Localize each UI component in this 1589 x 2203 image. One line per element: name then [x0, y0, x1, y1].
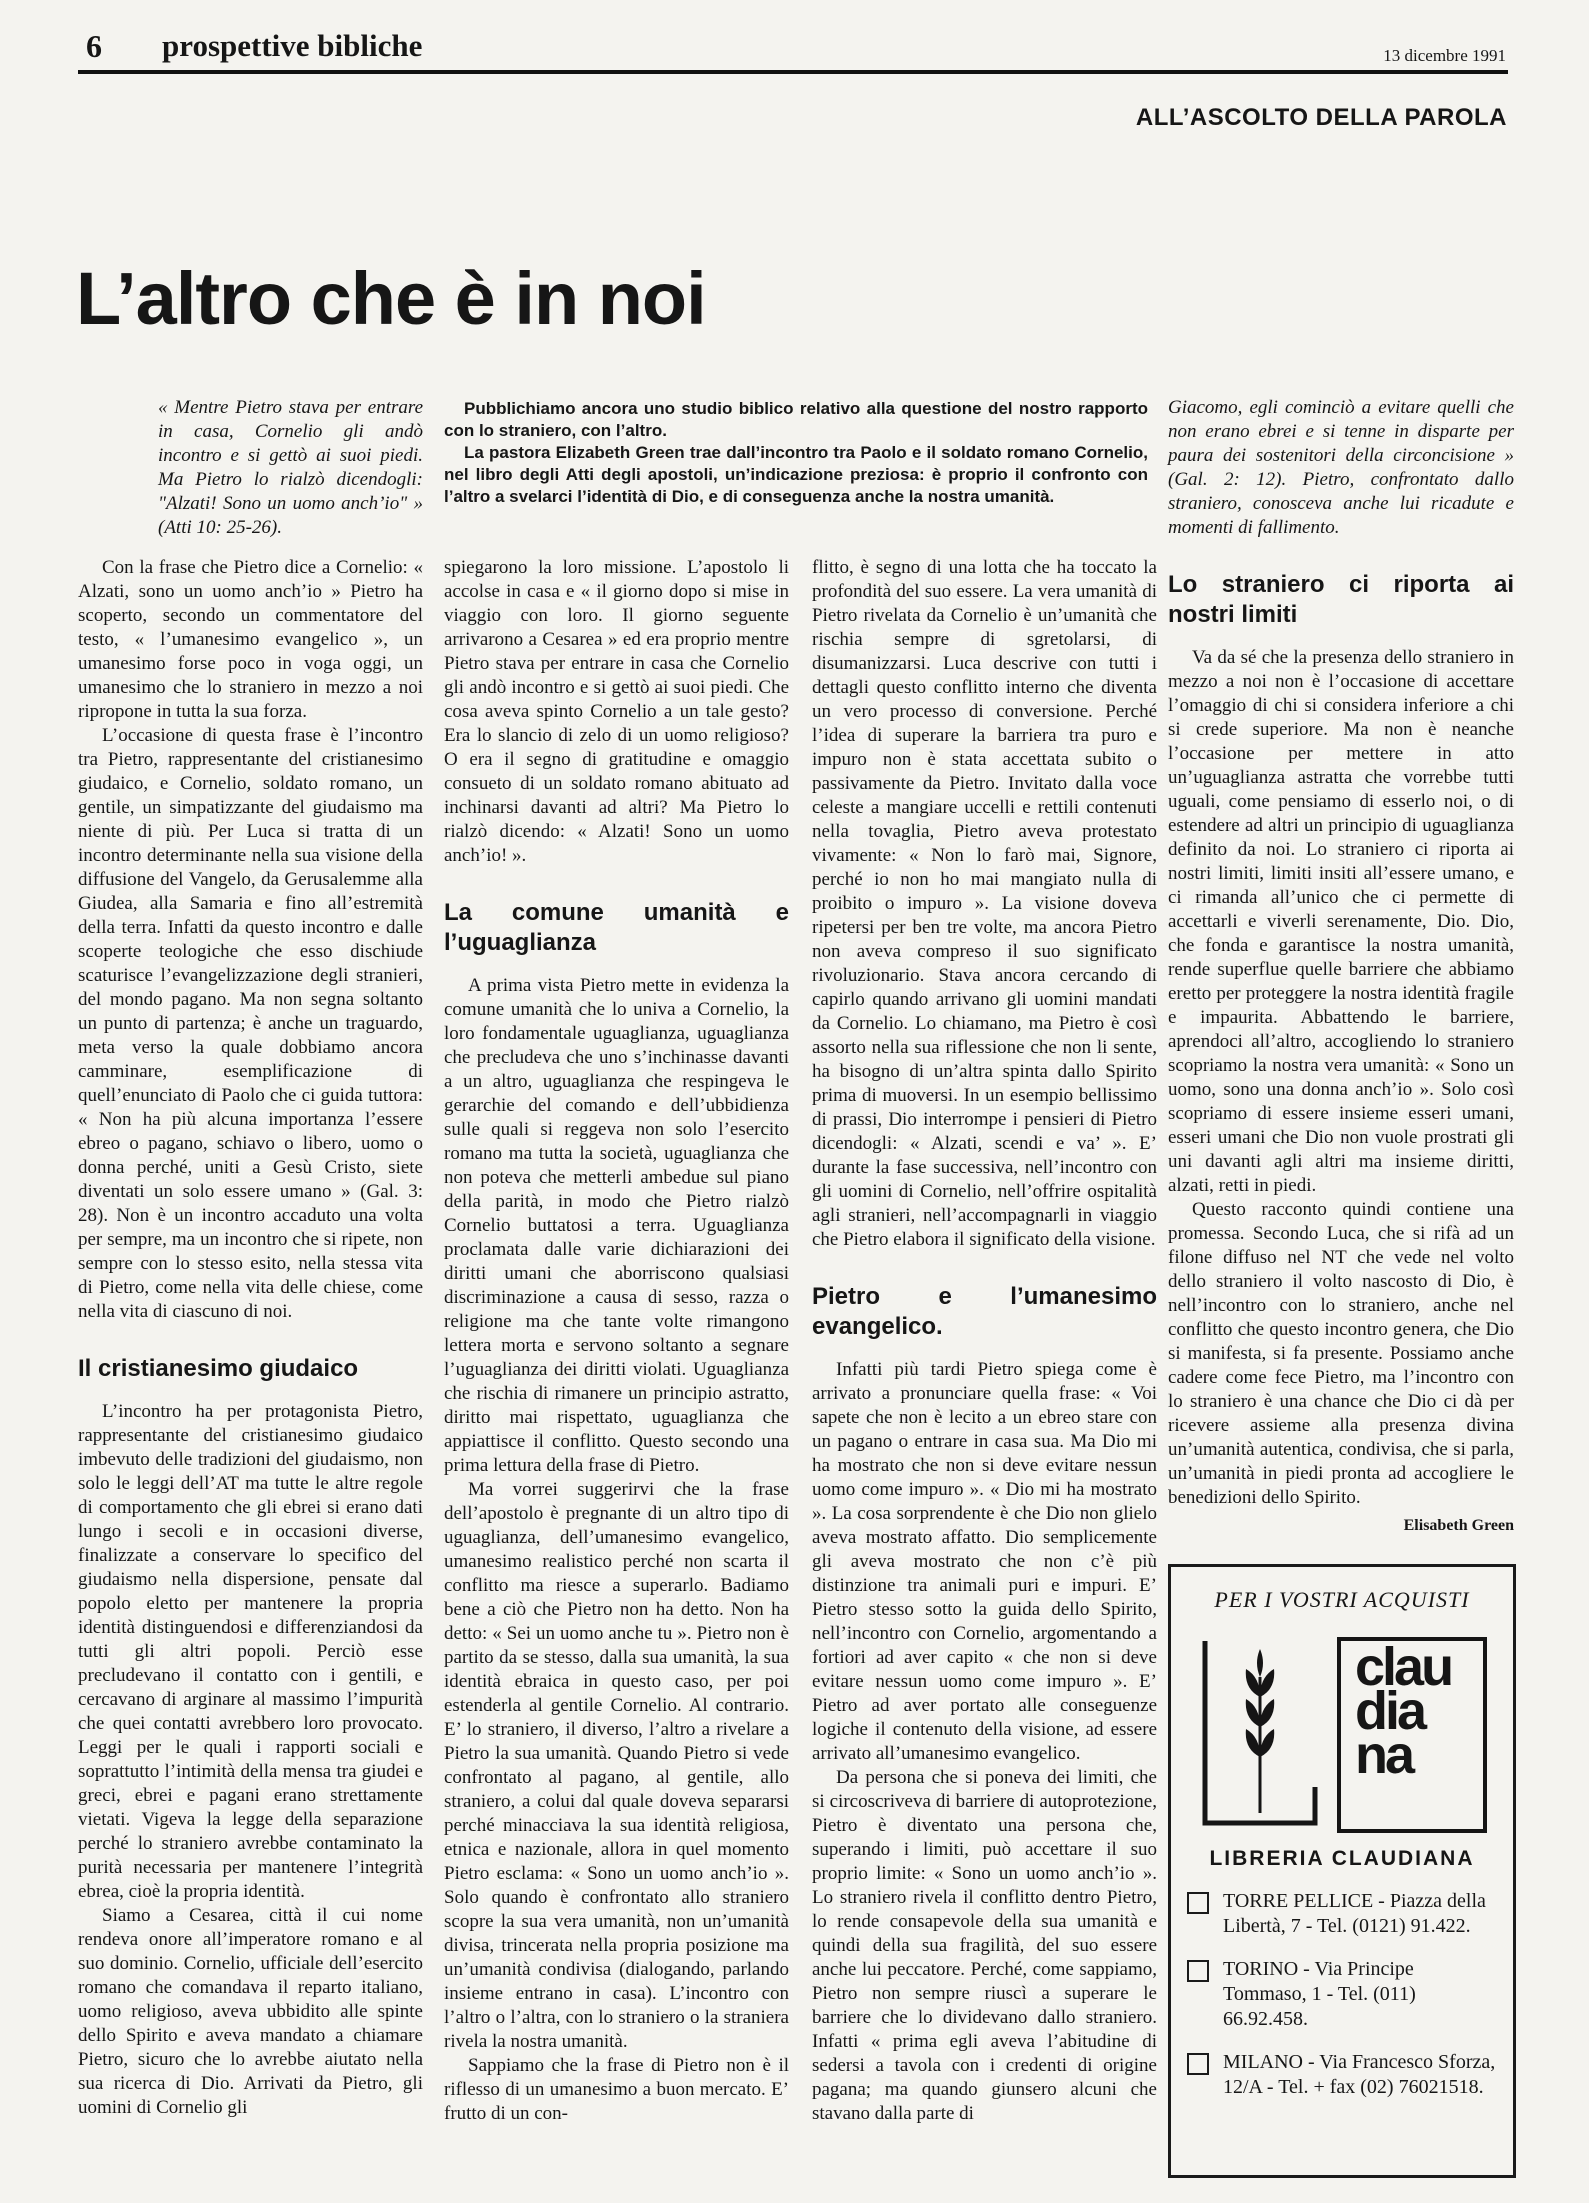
logo-line: na — [1355, 1725, 1413, 1785]
paragraph: Da persona che si poneva dei limiti, che si circoscriveva di barriere di autoprotezione, Pietro è diventato una persona che, superando i limiti, può accettare il suo proprio limite: « Sono un uomo anch’io ». Lo straniero rivela il conflitto dentro Pietro, lo rende consapevole della sua umanità e quindi della sua fragilità, del suo essere anche lui peccatore. Perché, come sappiamo, Pietro non sempre riuscì a superare le barriere che lo dividevano dallo straniero. Infatti « prima egli aveva l’abitudine di sedersi a tavola con i credenti di origine pagana; ma quando giunsero alcuni che stavano dalla parte di — [812, 1767, 1157, 2124]
store-location — [1223, 1957, 1499, 2032]
publication-name: prospettive bibliche — [162, 28, 423, 63]
column-1 — [78, 396, 423, 540]
article-title: L’altro che è in noi — [76, 257, 706, 340]
ad-headline: PER I VOSTRI ACQUISTI — [1214, 1587, 1470, 1612]
paragraph: Ma vorrei suggerirvi che la frase dell’apostolo è pregnante di un altro tipo di uguaglianza, dell’umanesimo evangelico, umanesimo realistico perché non scarta il conflitto ma riesce a superarlo. Badiamo bene a ciò che Pietro non ha detto. Non ha detto: « Sei un uomo anche tu ». Pietro non è partito da se stesso, dalla sua umanità, la sua identità ebraica in questo caso, per poi estenderla al gentile Cornelio. Al contrario. E’ lo straniero, il diverso, l’altro a rivelare a Pietro la sua umanità. Quando Pietro si vede confrontato al pagano, al gentile, allo straniero, a colui dal quale doveva separarsi perché minacciava la sua identità religiosa, etnica e nazionale, allora in quel momento Pietro esclama: « Sono un uomo anch’io ». Solo quando è confrontato allo straniero scopre la sua vera umanità, non un’umanità divisa, trincerata nella propria posizione ma un’umanità condivisa (dialogando, parlando insieme entrano in casa). L’incontro con l’altro o l’altra, con lo straniero o la straniera rivela la nostra umanità. — [444, 1479, 789, 2052]
column-1-body — [78, 556, 423, 2120]
issue-date: 13 dicembre 1991 — [1383, 46, 1506, 65]
paragraph: A prima vista Pietro mette in evidenza la comune umanità che lo univa a Cornelio, la loro fondamentale uguaglianza, uguaglianza che precludeva che uno s’inchinasse davanti a un altro, uguaglianza che respingeva le gerarchie del comando e dell’ubbidienza sulle quali si reggeva non solo l’esercito romano ma tutta la società, uguaglianza che non poteva che metterli ambedue sul piano della parità, in modo che Pietro rialzò Cornelio buttatosi a terra. Uguaglianza proclamata dalle varie dichiarazioni dei diritti umani che aborriscono qualsiasi discriminazione a causa di sesso, razza o religione ma che tante volte rimangono lettera morta e servono soltanto a segnare l’uguaglianza dei diritti violati. Uguaglianza che rischia di rimanere un principio astratto, diritto mai rispettato, uguaglianza che appiattisce il conflitto. Questo secondo una prima lettura della frase di Pietro. — [444, 975, 789, 1476]
store-name: LIBRERIA CLAUDIANA — [1209, 1847, 1475, 1870]
paragraph: flitto, è segno di una lotta che ha toccato la profondità del suo essere. La vera umanità di Pietro rivelata da Cornelio è un’umanità che rischia sempre di sgretolarsi, di disumanizzarsi. Luca descrive con tutti i dettagli questo conflitto interno che diventa un vero processo di conversione. Perché l’idea di superare la barriera tra puro e impuro non è stata accettata subito o passivamente da Pietro. Invitato dalla voce celeste a mangiare uccelli e rettili contenuti nella tovaglia, Pietro aveva protestato vivamente: « Non lo farò mai, Signore, perché io non ho mai mangiato nulla di proibito o impuro ». La visione doveva ripetersi per ben tre volte, ma ancora Pietro non aveva compreso il suo significato rivoluzionario. Stava ancora cercando di capirlo quando arrivano gli uomini mandati da Cornelio. Lo chiamano, ma Pietro è così assorto nella sua riflessione che non li sente, ha bisogno di un’altra spinta dallo Spirito prima di muoversi. In un esempio bellissimo di prassi, Dio interrompe i pensieri di Pietro dicendogli: « Alzati, scendi e va’ ». E’ durante la fase successiva, nell’incontro con gli uomini di Cornelio, nell’offrire ospitalità agli stranieri, nell’accompagnarli in viaggio che Pietro elabora il significato della visione. — [812, 557, 1157, 1250]
intro-box — [444, 398, 1148, 508]
paragraph: Sappiamo che la frase di Pietro non è il riflesso di un umanesimo a buon mercato. E’ frutto di un con- — [444, 2055, 789, 2124]
page-header — [86, 24, 1506, 68]
epigraph: « Mentre Pietro stava per entrare in casa, Cornelio gli andò incontro e si gettò ai suoi piedi. Ma Pietro lo rialzò dicendogli: "Alzati! Sono un uomo anch’io" » (Atti 10: 25-26). — [158, 397, 423, 538]
logo-line: dia — [1355, 1681, 1425, 1741]
header-rule — [78, 70, 1508, 74]
subheading: La comune umanità e l’uguaglianza — [444, 899, 789, 956]
column-3 — [812, 556, 1157, 2126]
store-location — [1223, 1889, 1499, 1939]
paragraph: Con la frase che Pietro dice a Cornelio: « Alzati, sono un uomo anch’io » Pietro ha scoperto, secondo un commentatore del testo, « l’umanesimo evangelico », un umanesimo forse poco in voga oggi, un umanesimo che lo straniero in mezzo a noi ripropone in tutta la sua forza. — [78, 557, 423, 722]
column-2 — [444, 556, 789, 2126]
subheading: Il cristianesimo giudaico — [78, 1355, 359, 1382]
paragraph: Questo racconto quindi contiene una promessa. Secondo Luca, che si rifà ad un filone diffuso nel NT che vede nel volto dello straniero il volto nascosto di Dio, è nell’incontro con lo straniero, anche nel conflitto che questo incontro genera, che Dio si manifesta, si fa presente. Possiamo anche cadere come fece Pietro, ma l’incontro con lo straniero è una chance che Dio ci dà per ricevere assieme alla presenza divina un’umanità autentica, condivisa, che si parla, un’umanità in piedi pronta ad accogliere le benedizioni dello Spirito. — [1168, 1199, 1514, 1508]
logo-line: clau — [1355, 1637, 1452, 1697]
logo-wordmark-box — [1337, 1637, 1487, 1833]
paragraph: Giacomo, egli cominciò a evitare quelli che non erano ebrei e si tenne in disparte per paura dei sostenitori della circoncisione » (Gal. 2: 12). Pietro, confrontato dallo straniero, conosceva anche lui ricadute e momenti di fallimento. — [1168, 397, 1514, 538]
intro-paragraph: Pubblichiamo ancora uno studio biblico relativo alla questione del nostro rapporto con lo straniero, con l’altro. — [444, 399, 1148, 440]
paragraph: L’incontro ha per protagonista Pietro, rappresentante del cristianesimo giudaico imbevuto delle tradizioni del giudaismo, non solo le leggi dell’AT ma tutte le altre regole di comportamento che gli ebrei si erano dati lungo i secoli e in occasioni diverse, finalizzate a conservare lo specifico del giudaismo nella dispersione, pensate dal popolo eletto per mantenere la propria identità distinguendosi e differenziandosi da tutti gli altri popoli. Perciò esse precludevano il contatto con i gentili, e cercavano di arginare al massimo l’impurità che quei contatti avrebbero loro provocato. Leggi per le quali i rapporti sociali e soprattutto l’intimità della mensa tra giudei e greci, ebrei e pagani erano strettamente vietati. Vigeva la legge della separazione perché lo straniero avrebbe contaminato la purità necessaria per mantenere l’integrità ebrea, cioè la propria identità. — [78, 1401, 423, 1902]
section-label: ALL’ASCOLTO DELLA PAROLA — [1135, 104, 1507, 131]
intro-paragraph: La pastora Elizabeth Green trae dall’incontro tra Paolo e il soldato romano Cornelio, nel libro degli Atti degli apostoli, un’indicazione preziosa: è proprio il confronto con l’altro a svelarci l’identità di Dio, e di conseguenza anche la nostra umanità. — [444, 443, 1148, 506]
paragraph: L’occasione di questa frase è l’incontro tra Pietro, rappresentante del cristianesimo giudaico, e Cornelio, soldato romano, un gentile, un simpatizzante del giudaismo ma niente di più. Per Luca si tratta di un incontro determinante nella sua visione della diffusione del Vangelo, da Gerusalemme alla Giudea, alla Samaria e fino all’estremità della terra. Infatti da questo incontro e dalle scoperte teologiche che esso dischiude scaturisce l’evangelizzazione degli stranieri, del mondo pagano. Ma non segna soltanto un punto di partenza; è anche un traguardo, meta verso la quale dobbiamo ancora camminare, esemplificazione di quell’enunciato di Paolo che ci guida tuttora: « Non ha più alcuna importanza l’essere ebreo o pagano, schiavo o libero, uomo o donna perché, uniti a Gesù Cristo, siete diventati un solo essere umano » (Gal. 3: 28). Non è un incontro accaduto una volta per sempre, ma un incontro che si ripete, non sempre con lo stesso esito, nella stessa vita di Pietro, come nella vita delle chiese, come nella vita di ciascuno di noi. — [78, 725, 423, 1322]
location-text: MILANO - Via Francesco Sforza, 12/A - Tel. + fax (02) 76021518. — [1223, 2051, 1496, 2098]
checkbox-icon — [1187, 2053, 1209, 2075]
paragraph: Siamo a Cesarea, città il cui nome rendeva onore all’imperatore romano e al suo dominio. Cornelio, ufficiale dell’esercito romano che comandava il reparto italiano, uomo religioso, aveva ubbidito alle spinte dello Spirito e aveva mandato a chiamare Pietro, sicuro che lo avrebbe aiutato nella sua ricerca di Dio. Arrivati da Pietro, gli uomini di Cornelio gli — [78, 1905, 423, 2118]
store-location — [1223, 2050, 1499, 2100]
paragraph: spiegarono la loro missione. L’apostolo li accolse in casa e « il giorno dopo si mise in viaggio con loro. Il giorno seguente arrivarono a Cesarea » ed era proprio mentre Pietro stava per entrare in casa che Cornelio gli andò incontro e si gettò ai suoi piedi. Che cosa aveva spinto Cornelio a un tale gesto? Era lo slancio di zelo di un uomo religioso? O era il segno di gratitudine e omaggio consueto di un soldato romano abituato ad inchinarsi davanti ad altri? Ma Pietro lo rialzò dicendo: « Alzati! Sono un uomo anch’io! ». — [444, 557, 789, 866]
page-number: 6 — [86, 28, 102, 64]
paragraph: Infatti più tardi Pietro spiega come è arrivato a pronunciare quella frase: « Voi sapete che non è lecito a un ebreo stare con un pagano o entrare in casa sua. Ma Dio mi ha mostrato che non si deve evitare nessun uomo come impuro ». « Dio mi ha mostrato ». La cosa sorprendente è che Dio non glielo aveva mostrato affatto. Dio semplicemente gli aveva mostrato che non c’è più distinzione tra animali puri e impuri. E’ Pietro stesso sotto la guida dello Spirito, nell’incontro con Cornelio, argomentando a fortiori ad aver capito « che non si deve evitare nessun uomo come impuro ». E’ Pietro ad aver portato alle conseguenze logiche il contenuto della visione, ad essere arrivato all’umanesimo evangelico. — [812, 1359, 1157, 1764]
claudiana-logo — [1171, 1637, 1513, 1837]
location-text: TORINO - Via Principe Tommaso, 1 - Tel. (011) 66.92.458. — [1223, 1958, 1416, 2030]
subheading: Lo straniero ci riporta ai nostri limiti — [1168, 571, 1514, 628]
column-4 — [1168, 396, 1514, 1538]
checkbox-icon — [1187, 1960, 1209, 1982]
checkbox-icon — [1187, 1892, 1209, 1914]
wheat-logo-icon — [1199, 1637, 1321, 1827]
claudiana-advertisement — [1168, 1564, 1516, 2178]
location-text: TORRE PELLICE - Piazza della Libertà, 7 - Tel. (0121) 91.422. — [1223, 1890, 1486, 1937]
subheading: Pietro e l’umanesimo evangelico. — [812, 1283, 1157, 1340]
author-signature: Elisabeth Green — [1403, 1517, 1514, 1534]
paragraph: Va da sé che la presenza dello straniero in mezzo a noi non è l’occasione di accettare l’omaggio di chi si considera inferiore a chi si crede superiore. Ma non è neanche l’occasione per mettere in atto un’uguaglianza astratta che vorrebbe tutti uguali, come pensiamo di esserlo noi, o di estendere ad altri un principio di uguaglianza definito da noi. Lo straniero ci riporta ai nostri limiti, limiti insiti all’essere umano, e ci rimanda all’unico che ci permette di accettarli e viverli serenamente, Dio. Dio, che fonda e garantisce la nostra umanità, rende superflue quelle barriere che abbiamo eretto per proteggere la nostra identità fragile e impaurita. Abbattendo le barriere, aprendoci all’altro, accogliendo lo straniero scopriamo la nostra vera umanità: « Sono un uomo, sono una donna anch’io ». Solo così scopriamo di essere insieme esseri umani, esseri umani che Dio non vuole prostrati gli uni davanti agli altri ma insieme diritti, alzati, retti in piedi. — [1168, 647, 1514, 1196]
